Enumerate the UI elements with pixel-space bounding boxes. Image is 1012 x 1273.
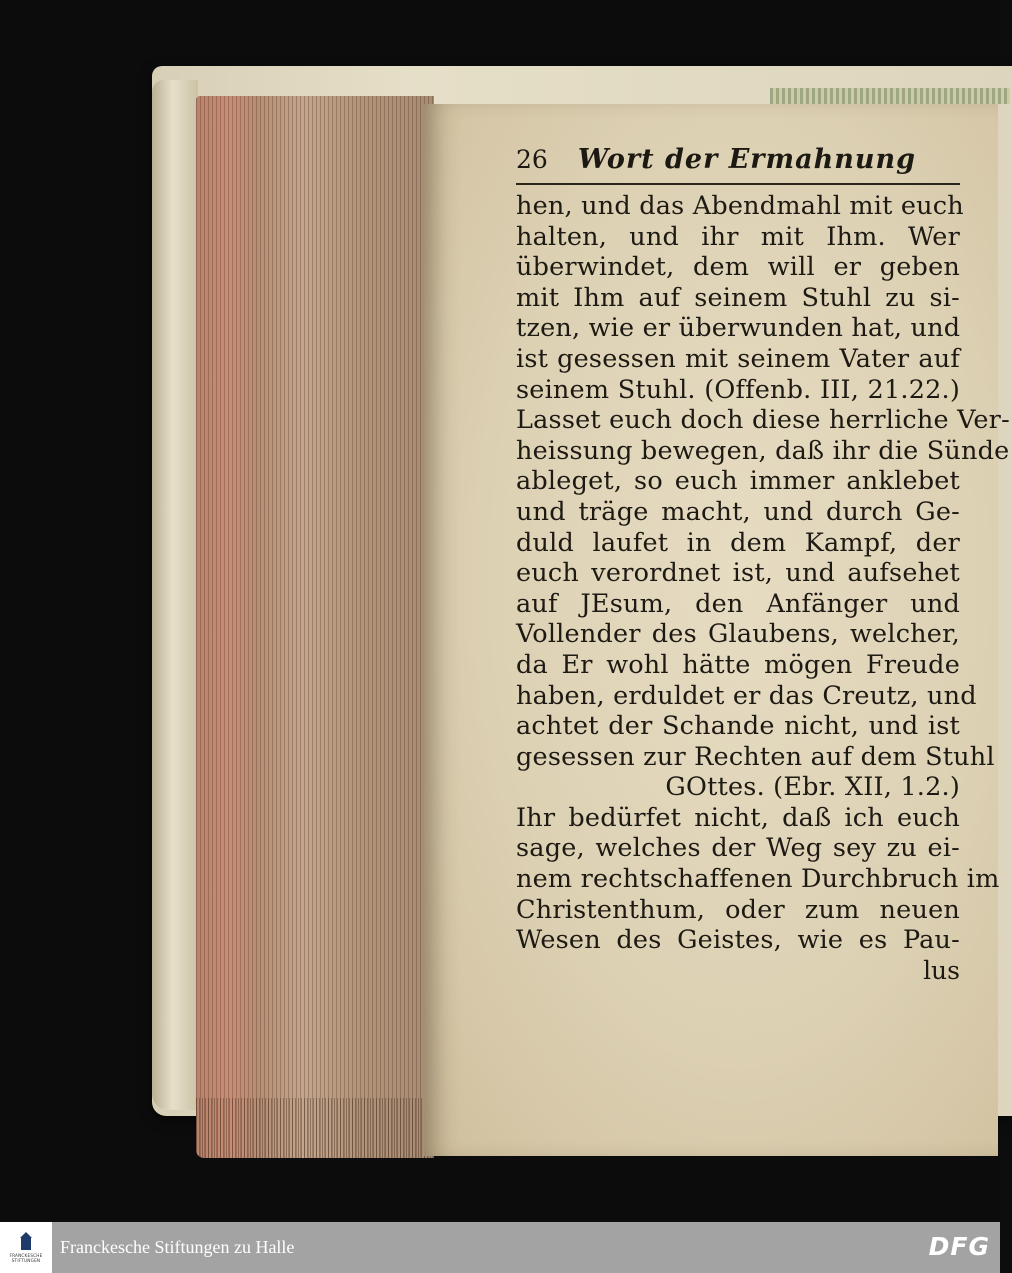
text-line: duld laufet in dem Kampf, der (516, 527, 960, 558)
institution-name: Franckesche Stiftungen zu Halle (60, 1237, 295, 1257)
dfg-logo[interactable]: DFG (928, 1232, 990, 1261)
text-line: mit Ihm auf seinem Stuhl zu si- (516, 282, 960, 313)
book-page (424, 104, 1010, 1156)
building-icon (18, 1232, 34, 1250)
text-line: seinem Stuhl. (Offenb. III, 21.22.) (516, 374, 960, 405)
text-line: euch verordnet ist, und aufsehet (516, 558, 960, 589)
text-line: Ihr bedürfet nicht, daß ich euch (516, 802, 960, 833)
text-line: hen, und das Abendmahl mit euch (516, 191, 964, 221)
text-line: und träge macht, und durch Ge- (516, 496, 960, 527)
logo-text: FRANCKESCHE STIFTUNGEN (9, 1253, 43, 1263)
text-line: heissung bewegen, daß ihr die Sünde (516, 435, 1010, 466)
catchword: lus (923, 955, 960, 985)
text-line: sage, welches der Weg sey zu ei- (516, 833, 960, 864)
headband (770, 88, 1010, 104)
running-head (516, 144, 960, 185)
text-line: ist gesessen mit seinem Vater auf (516, 343, 960, 374)
viewer-footer (0, 1222, 1000, 1273)
text-line: GOttes. (Ebr. XII, 1.2.) (665, 772, 960, 803)
text-line: überwindet, dem will er geben (516, 252, 960, 283)
text-line: da Er wohl hätte mögen Freude (516, 649, 960, 680)
francke-logo[interactable] (0, 1222, 52, 1273)
text-line: Lasset euch doch diese herrliche Ver- (516, 405, 1010, 436)
text-line: ableget, so euch immer anklebet (516, 466, 960, 497)
text-lines (516, 191, 1010, 956)
page-fore-edges (196, 96, 434, 1158)
text-line: achtet der Schande nicht, und ist (516, 711, 960, 742)
page-text-block (516, 144, 1010, 986)
text-line: auf JEsum, den Anfänger und (516, 588, 960, 619)
text-line: Wesen des Geistes, wie es Pau- (516, 925, 960, 956)
text-line: gesessen zur Rechten auf dem Stuhl (516, 741, 995, 772)
text-line: Christenthum, oder zum neuen (516, 894, 960, 925)
text-line: nem rechtschaffenen Durchbruch im (516, 864, 1000, 895)
text-line: halten, und ihr mit Ihm. Wer (516, 221, 960, 252)
text-line: haben, erduldet er das Creutz, und (516, 680, 977, 711)
text-line: tzen, wie er überwunden hat, und (516, 313, 961, 344)
book-spine (152, 80, 198, 1110)
running-head-title: Wort der Ermahnung (577, 144, 916, 175)
page-number: 26 (516, 145, 548, 174)
text-line: Vollender des Glaubens, welcher, (516, 619, 960, 650)
